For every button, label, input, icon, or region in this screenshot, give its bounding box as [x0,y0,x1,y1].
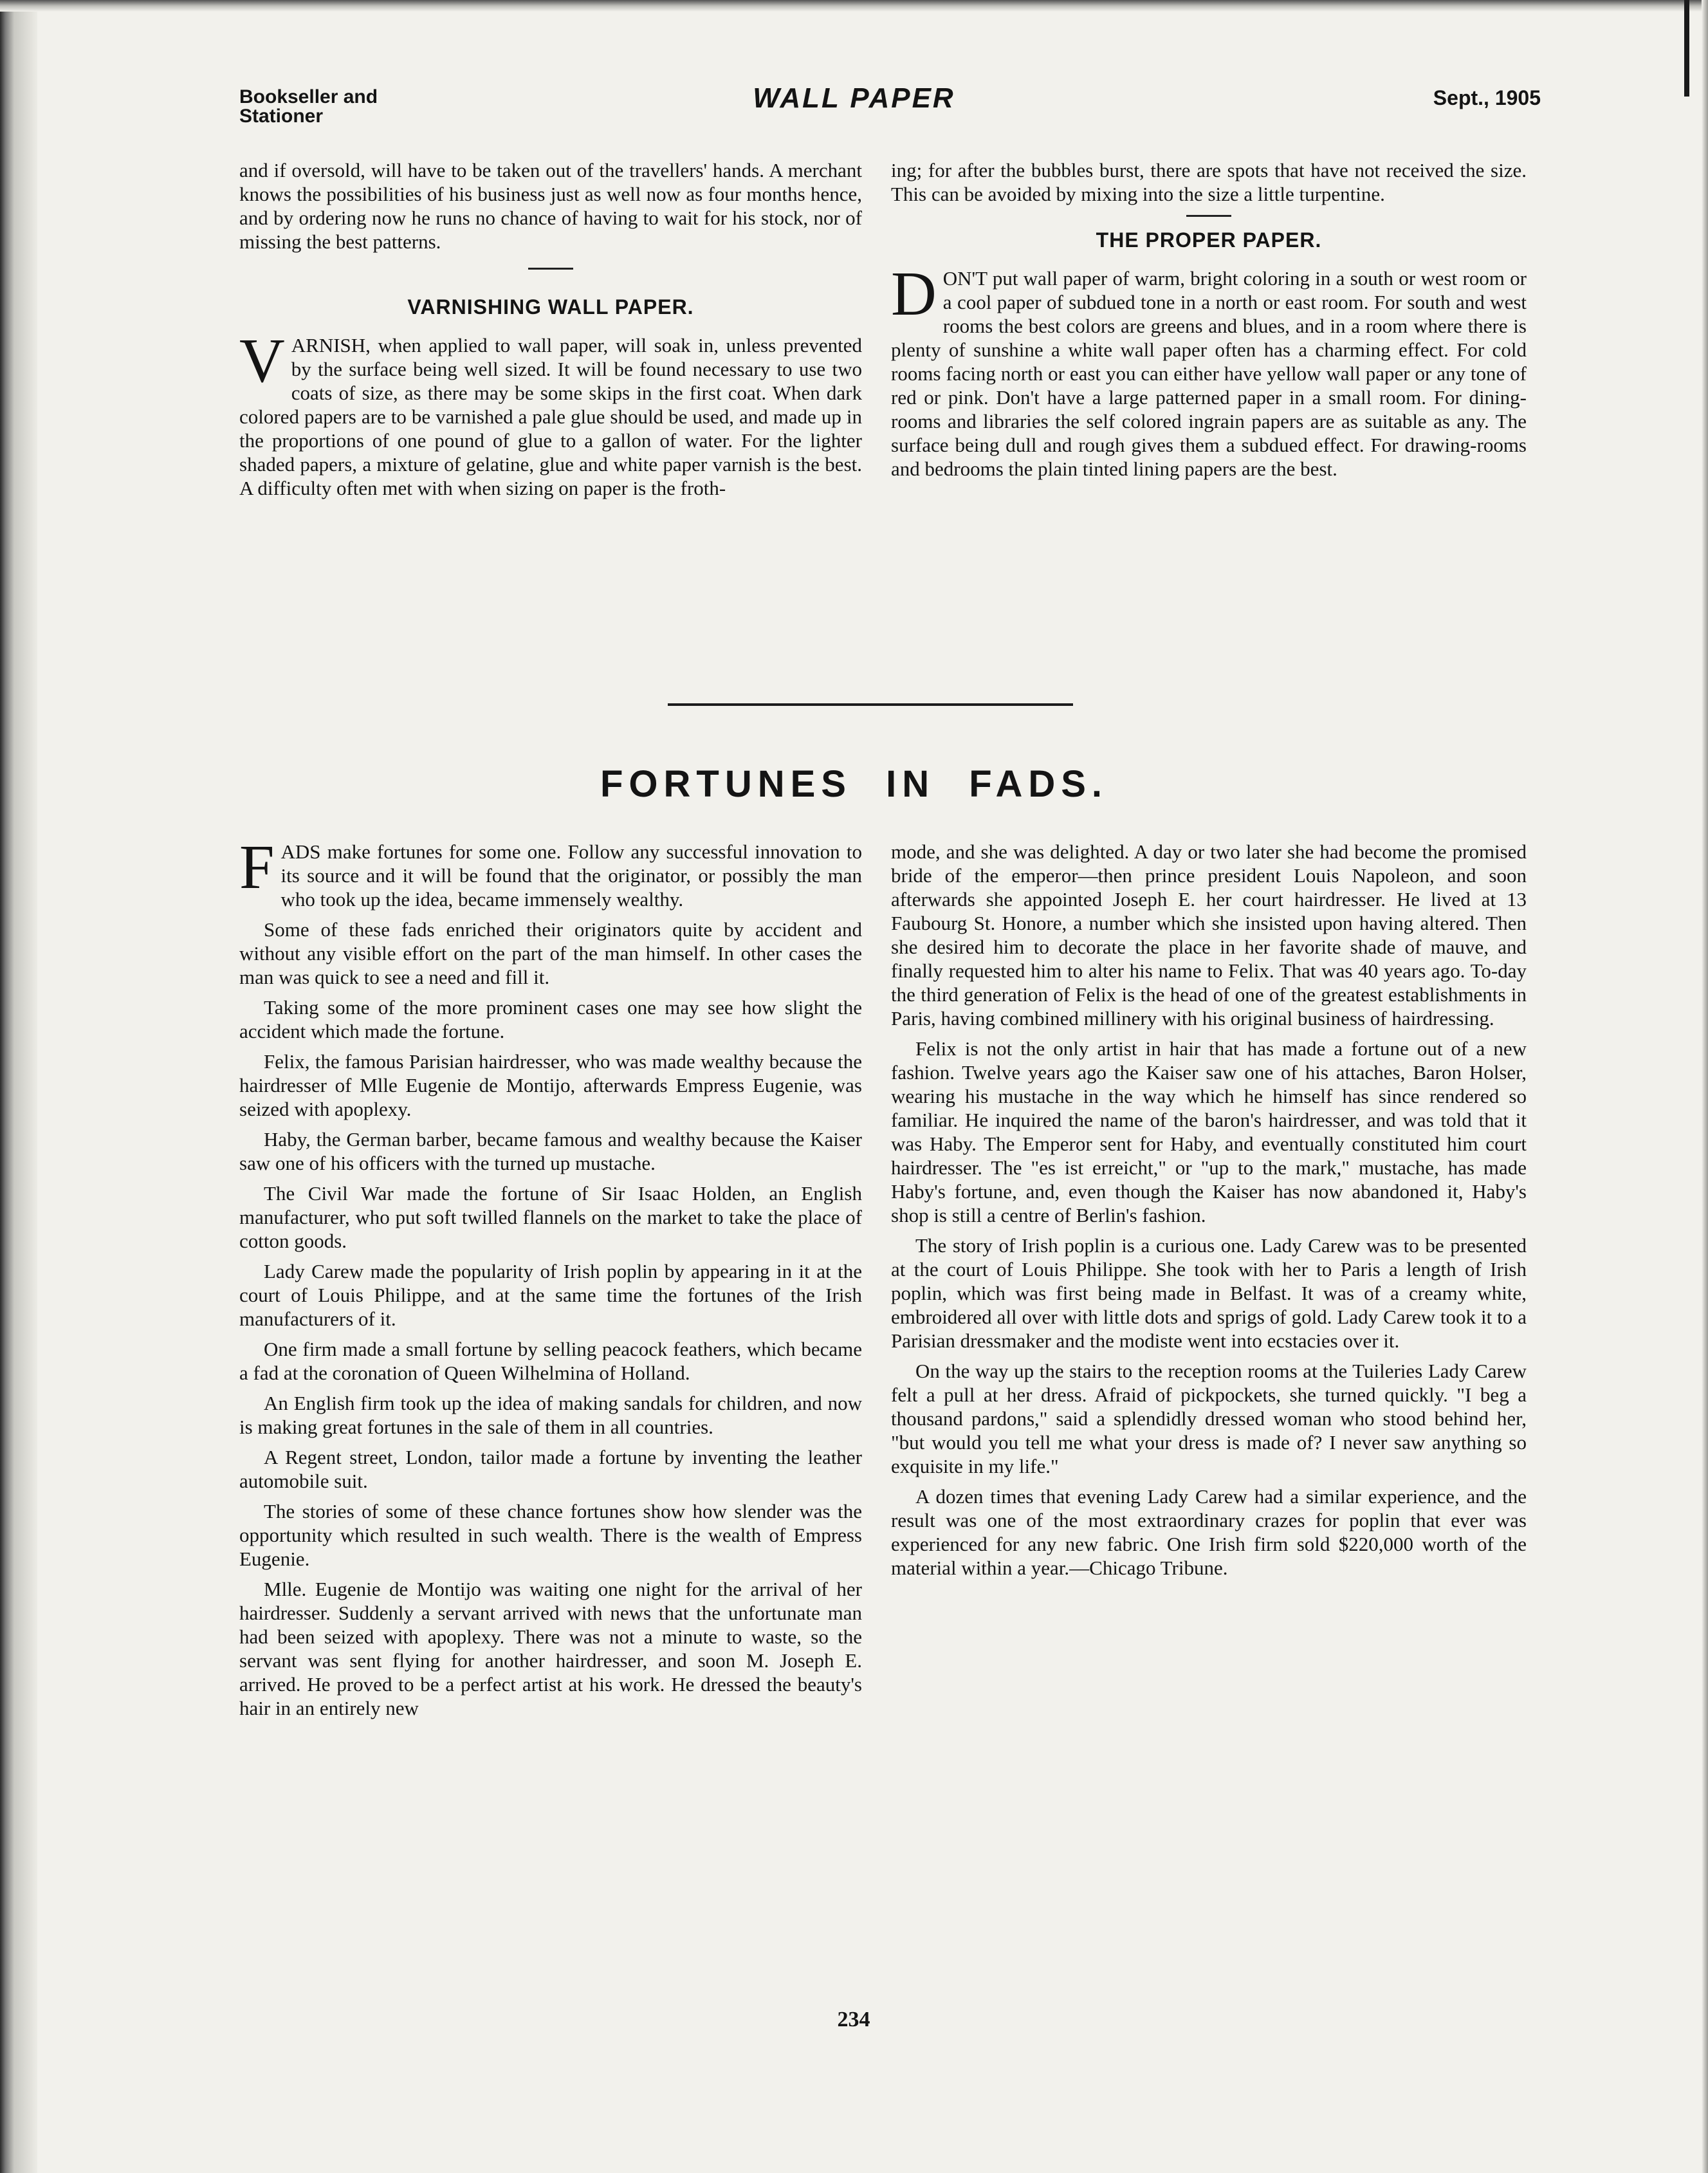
article-paragraph: One firm made a small fortune by selling peacock feathers, which became a fad at the coronation of Queen Wilhelmina of Holland. [239,1338,862,1384]
carryover-paragraph: ing; for after the bubbles burst, there are spots that have not received the size. This can be avoided by mixing into the size a little turpentine. [891,159,1527,205]
proper-paper-paragraph [891,259,1527,481]
article-paragraph: A Regent street, London, tailor made a fortune by inventing the leather automobile suit. [239,1446,862,1492]
publication-line-1: Bookseller and [239,86,378,107]
proper-paper-heading: THE PROPER PAPER. [1096,228,1322,252]
scan-edge-left [0,0,37,2173]
carryover-paragraph: and if oversold, will have to be taken out of the travellers' hands. A merchant knows the possibilities of his business just as well now as four months hence, and by ordering now he runs no chance of having to wait for his stock, nor of missing the best patterns. [239,159,862,253]
article-right-column [891,840,1527,1586]
drop-cap-v: V [239,326,285,396]
page-number: 234 [837,2008,870,2031]
article-paragraph: Felix, the famous Parisian hairdresser, who was made wealthy because the hairdresser of Mlle Eugenie de Montijo, afterwards Empress Eugenie, was seized with apoplexy. [239,1050,862,1120]
short-divider [528,268,573,270]
article-paragraph: On the way up the stairs to the reception rooms at the Tuileries Lady Carew felt a pull at her dress. Afraid of pickpockets, she turned quickly. "I beg a thousand pardons," said a splendidly dressed woman who stood behind her, "but would you tell me what your dress is made of? I never saw anything so exquisite in my life." [891,1360,1527,1477]
section-title: WALL PAPER [753,82,955,114]
top-left-column [239,158,862,506]
page-header [0,0,1708,142]
article-left-column [239,833,862,1726]
article-lead-text: ADS make fortunes for some one. Follow any successful innovation to its source and it will be found that the originator, or possibly the man who took up the idea, became immensely wealthy. [280,840,862,911]
proper-paper-body: ON'T put wall paper of warm, bright coloring in a south or west room or a cool paper of subdued tone in a north or east room. For south and west rooms the best colors are greens and blues, and in a room where there is plenty of sunshine a white wall paper often has a charming effect. For cold rooms facing north or east you can either have yellow wall paper or any tone of red or pink. Don't have a large patterned paper in a small room. For dining-rooms and libraries the self colored ingrain papers are as suitable as any. The surface being dull and rough gives them a subdued effect. For drawing-rooms and bedrooms the plain tinted lining papers are the best. [891,267,1527,480]
drop-cap-f: F [239,833,275,902]
publication-line-2: Stationer [239,106,324,127]
article-paragraph: A dozen times that evening Lady Carew had a similar experience, and the result was one of the most extraordinary crazes for poplin that ever was experienced for any new fabric. One Irish firm sold $220,000 worth of the material within a year.—Chicago Tribune. [891,1485,1527,1579]
article-title: FORTUNES IN FADS. [600,763,1108,805]
drop-cap-d: D [891,259,937,329]
article-lead-paragraph [239,833,862,911]
article-paragraph: mode, and she was delighted. A day or two later she had become the promised bride of the emperor—then prince president Louis Napoleon, and soon afterwards she appointed Joseph E. her court hairdresser. He lived at 13 Faubourg St. Honore, a number which she insisted upon having altered. Then she desired him to decorate the place in her favorite shade of mauve, and finally requested him to alter his name to Felix. That was 40 years ago. To-day the third generation of Felix is the head of one of the greatest establishments in Paris, having combined millinery with his original business of hairdressing. [891,840,1527,1030]
article-paragraph: Mlle. Eugenie de Montijo was waiting one night for the arrival of her hairdresser. Suddenly a servant arrived with news that the unfortunate man had been seized with apoplexy. There was not a minute to waste, so the servant was sent flying for another hairdresser, and soon M. Joseph E. arrived. He proved to be a perfect artist at his work. He dressed the beauty's hair in an entirely new [239,1578,862,1719]
article-paragraph: An English firm took up the idea of making sandals for children, and now is making great fortunes in the sale of them in all countries. [239,1392,862,1438]
issue-date: Sept., 1905 [1433,86,1541,109]
article-paragraph: Lady Carew made the popularity of Irish poplin by appearing in it at the court of Louis Philippe, and at the same time the fortunes of the Irish manufacturers of it. [239,1260,862,1330]
scan-edge-right [1702,0,1708,2173]
article-paragraph: The stories of some of these chance fortunes show how slender was the opportunity which resulted in such wealth. There is the wealth of Empress Eugenie. [239,1500,862,1570]
article-paragraph: The Civil War made the fortune of Sir Isaac Holden, an English manufacturer, who put soft twilled flannels on the market to take the place of cotton goods. [239,1182,862,1252]
section-divider-rule [668,703,1073,706]
varnishing-heading: VARNISHING WALL PAPER. [407,295,694,319]
article-paragraph: Taking some of the more prominent cases one may see how slight the accident which made the fortune. [239,996,862,1042]
publication-name [239,88,452,126]
article-paragraph: The story of Irish poplin is a curious one. Lady Carew was to be presented at the court of Louis Philippe. She took with her to Paris a length of Irish poplin, which was first being made in Belfast. It was of a creamy white, embroidered all over with little dots and sprigs of gold. Lady Carew took it to a Parisian dressmaker and the modiste went into ecstacies over it. [891,1234,1527,1352]
article-paragraph: Haby, the German barber, became famous and wealthy because the Kaiser saw one of his officers with the turned up mustache. [239,1128,862,1174]
short-divider [1186,215,1231,217]
top-right-column [891,158,1527,487]
varnishing-paragraph [239,326,862,500]
varnishing-body: ARNISH, when applied to wall paper, will soak in, unless prevented by the surface being well sized. It will be found necessary to use two coats of size, as there may be some skips in the first coat. When dark colored papers are to be varnished a pale glue should be used, and made up in the proportions of one pound of glue to a gallon of water. For the lighter shaded papers, a mixture of gelatine, glue and white paper varnish is the best. A difficulty often met with when sizing on paper is the froth- [239,334,862,499]
article-paragraph: Felix is not the only artist in hair that has made a fortune out of a new fashion. Twelve years ago the Kaiser saw one of his attaches, Baron Holser, wearing his mustache in the way which he himself has since rendered so familiar. He inquired the name of the baron's hairdresser, and was told that it was Haby. The Emperor sent for Haby, and eventually constituted him court hairdresser. The "es ist erreicht," or "up to the mark," mustache, has made Haby's fortune, and, even though the Kaiser has now abandoned it, Haby's shop is still a centre of Berlin's fashion. [891,1037,1527,1226]
article-paragraph: Some of these fads enriched their originators quite by accident and without any visible effort on the part of the man himself. In other cases the man was quick to see a need and fill it. [239,918,862,988]
